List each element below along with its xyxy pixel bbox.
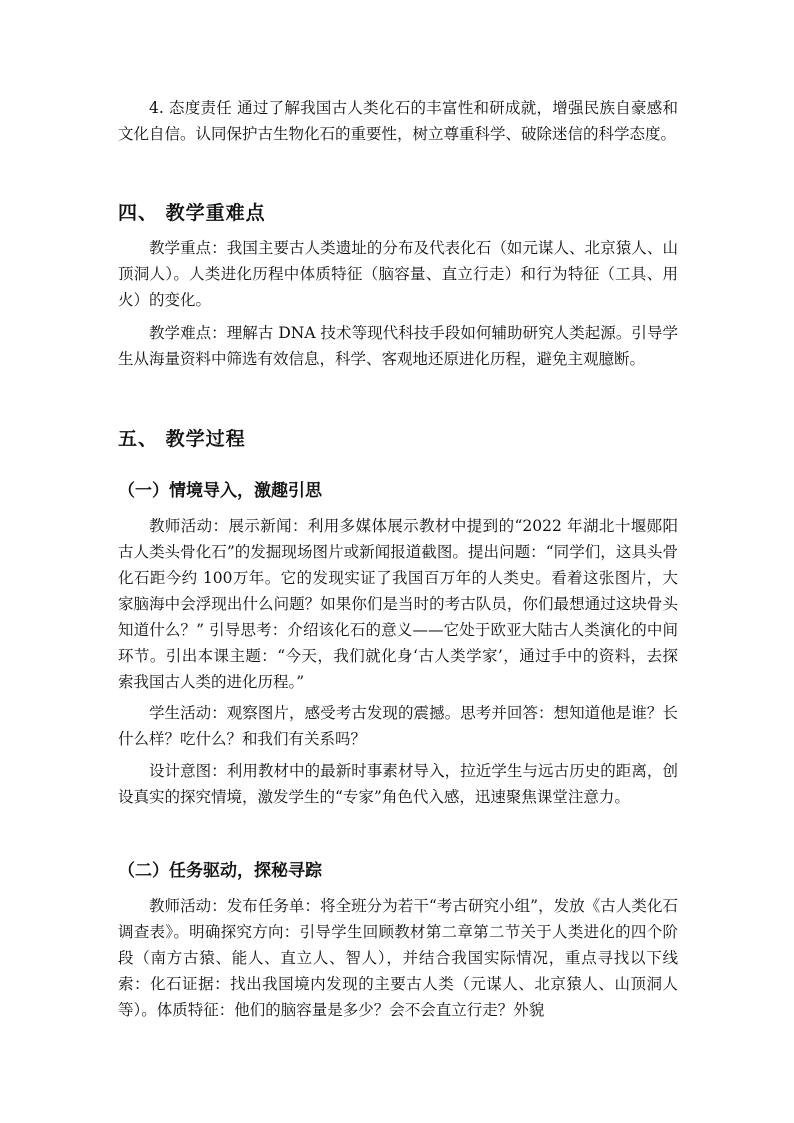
- paragraph-design-intent-1: 设计意图：利用教材中的最新时事素材导入，拉近学生与远古历史的距离，创设真实的探究情境，激发学生的“专家”角色代入感，迅速聚焦课堂注意力。: [118, 762, 678, 806]
- heading-subsection-2: （二）任务驱动，探秘寻踪: [118, 861, 322, 881]
- paragraph-student-activity-1: 学生活动：观察图片，感受考古发现的震撼。思考并回答：想知道他是谁？长什么样？吃什么？和我们有关系吗？: [118, 704, 678, 748]
- paragraph-teacher-activity-1: 教师活动：展示新闻：利用多媒体展示教材中提到的“2022 年湖北十堰郧阳古人类头骨化石”的发掘现场图片或新闻报道截图。提出问题：“同学们，这具头骨化石距今约 100万年。它的发现实证了我国百万年的人类史。看着这张图片，大家脑海中会浮现出什么问题？如果你们是当时的考古队员，你们最想通过这块骨头知道什么？” 引导思考：介绍该化石的意义——它处于欧亚大陆古人类演化的中间环节。引出本课主题：“今天，我们就化身‘古人类学家’，通过手中的资料，去探索我国古人类的进化历程。”: [118, 517, 678, 691]
- paragraph-key-points: 教学重点：我国主要古人类遗址的分布及代表化石（如元谋人、北京猿人、山顶洞人）。人类进化历程中体质特征（脑容量、直立行走）和行为特征（工具、用火）的变化。: [118, 239, 678, 309]
- paragraph-attitude-responsibility: 4. 态度责任 通过了解我国古人类化石的丰富性和研成就，增强民族自豪感和文化自信。认同保护古生物化石的重要性，树立尊重科学、破除迷信的科学态度。: [118, 99, 678, 143]
- heading-section-5: 五、 教学过程: [118, 428, 246, 450]
- paragraph-teacher-activity-2: 教师活动：发布任务单：将全班分为若干“考古研究小组”，发放《古人类化石调查表》。明确探究方向：引导学生回顾教材第二章第二节关于人类进化的四个阶段（南方古猿、能人、直立人、智人），并结合我国实际情况，重点寻找以下线索：化石证据：找出我国境内发现的主要古人类（元谋人、北京猿人、山顶洞人等）。体质特征：他们的脑容量是多少？会不会直立行走？外貌: [118, 897, 678, 1019]
- heading-subsection-1: （一）情境导入，激趣引思: [118, 481, 322, 501]
- paragraph-difficult-points: 教学难点：理解古 DNA 技术等现代科技手段如何辅助研究人类起源。引导学生从海量资料中筛选有效信息，科学、客观地还原进化历程，避免主观臆断。: [118, 324, 678, 368]
- heading-section-4: 四、 教学重难点: [118, 202, 266, 224]
